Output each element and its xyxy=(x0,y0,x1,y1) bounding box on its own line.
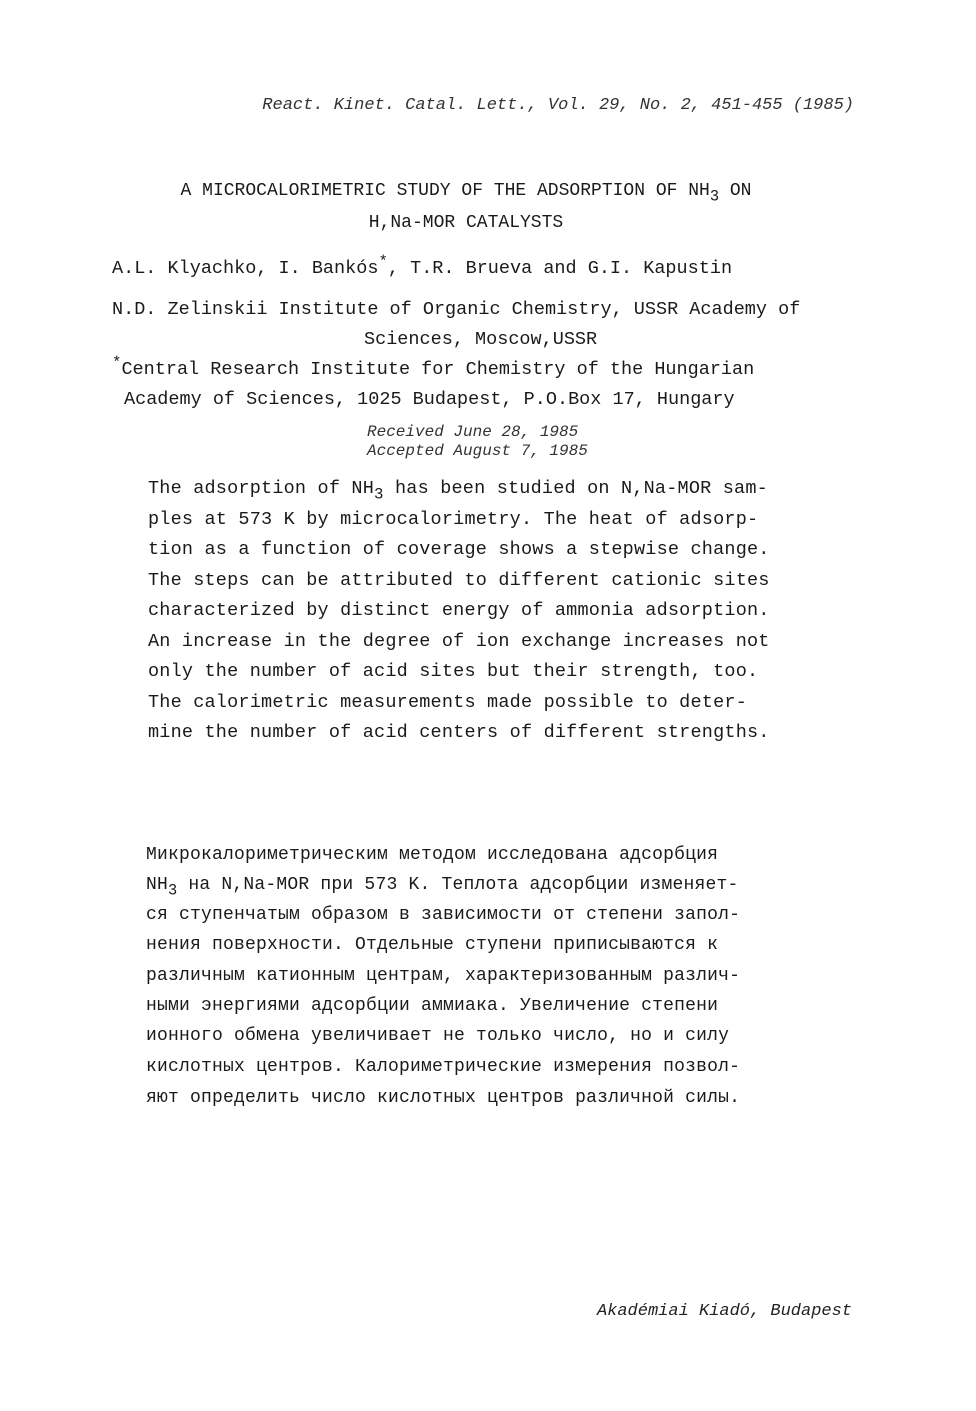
abstract-ru-line: кислотных центров. Калориметрические измерения позвол- xyxy=(146,1057,741,1077)
abstract-ru-prefix: NH xyxy=(146,875,169,895)
paper-title-line-2: H,Na-MOR CATALYSTS xyxy=(368,213,564,233)
title-prefix: A MICROCALORIMETRIC STUDY OF THE ADSORPTION OF NH xyxy=(180,181,710,201)
authors-part-1: A.L. Klyachko, I. Bankós xyxy=(112,258,379,279)
abstract-en-line: The steps can be attributed to different cationic sites xyxy=(148,570,770,591)
abstract-en-line: characterized by distinct energy of ammonia adsorption. xyxy=(148,600,770,621)
abstract-ru-line: ными энергиями адсорбции аммиака. Увеличение степени xyxy=(146,996,719,1016)
abstract-ru-line: различным катионным центрам, характеризованным различ- xyxy=(146,966,741,986)
journal-citation: React. Kinet. Catal. Lett., Vol. 29, No. 2, 451-455 (1985) xyxy=(262,96,854,115)
abstract-en-line: The calorimetric measurements made possible to deter- xyxy=(148,692,747,713)
affiliation-1-line-1: N.D. Zelinskii Institute of Organic Chemistry, USSR Academy of xyxy=(112,299,801,320)
authors-part-2: , T.R. Brueva and G.I. Kapustin xyxy=(387,258,733,279)
abstract-en-suffix: has been studied on N,Na-MOR sam- xyxy=(383,478,768,499)
title-suffix: ON xyxy=(719,181,752,201)
abstract-ru-line: яют определить число кислотных центров различной силы. xyxy=(146,1088,741,1108)
abstract-ru-subscript: 3 xyxy=(168,881,178,900)
affiliation-2-line-1 xyxy=(112,353,755,380)
abstract-en-line: mine the number of acid centers of different strengths. xyxy=(148,722,770,743)
affiliation-mark: * xyxy=(112,353,122,372)
abstract-en-line: ples at 573 K by microcalorimetry. The heat of adsorp- xyxy=(148,509,759,530)
accepted-date: Accepted August 7, 1985 xyxy=(367,442,588,460)
abstract-en-line: tion as a function of coverage shows a stepwise change. xyxy=(148,539,770,560)
affiliation-2-text: Central Research Institute for Chemistry of the Hungarian xyxy=(121,359,755,380)
abstract-en-prefix: The adsorption of NH xyxy=(148,478,375,499)
abstract-en-line xyxy=(148,478,768,504)
publisher-name: Akadémiai Kiadó, Budapest xyxy=(596,1302,852,1321)
received-date: Received June 28, 1985 xyxy=(367,423,579,441)
author-affiliation-mark: * xyxy=(378,252,388,271)
abstract-en-subscript: 3 xyxy=(374,485,384,504)
abstract-ru-line: Микрокалориметрическим методом исследована адсорбция xyxy=(146,845,719,865)
abstract-ru-line: ся ступенчатым образом в зависимости от степени запол- xyxy=(146,905,741,925)
affiliation-2-line-2: Academy of Sciences, 1025 Budapest, P.O.Box 17, Hungary xyxy=(124,389,735,410)
paper-title-line-1 xyxy=(0,181,932,206)
abstract-en-line: only the number of acid sites but their strength, too. xyxy=(148,661,759,682)
abstract-ru-suffix: на N,Na-MOR при 573 K. Теплота адсорбции изменяет- xyxy=(177,875,739,895)
affiliation-1-line-2: Sciences, Moscow,USSR xyxy=(364,329,598,350)
abstract-ru-line: ионного обмена увеличивает не только число, но и силу xyxy=(146,1026,730,1046)
abstract-en-line: An increase in the degree of ion exchange increases not xyxy=(148,631,770,652)
author-list xyxy=(112,252,733,279)
abstract-ru-line xyxy=(146,875,739,900)
abstract-ru-line: нения поверхности. Отдельные ступени приписываются к xyxy=(146,935,719,955)
title-subscript: 3 xyxy=(709,187,720,206)
